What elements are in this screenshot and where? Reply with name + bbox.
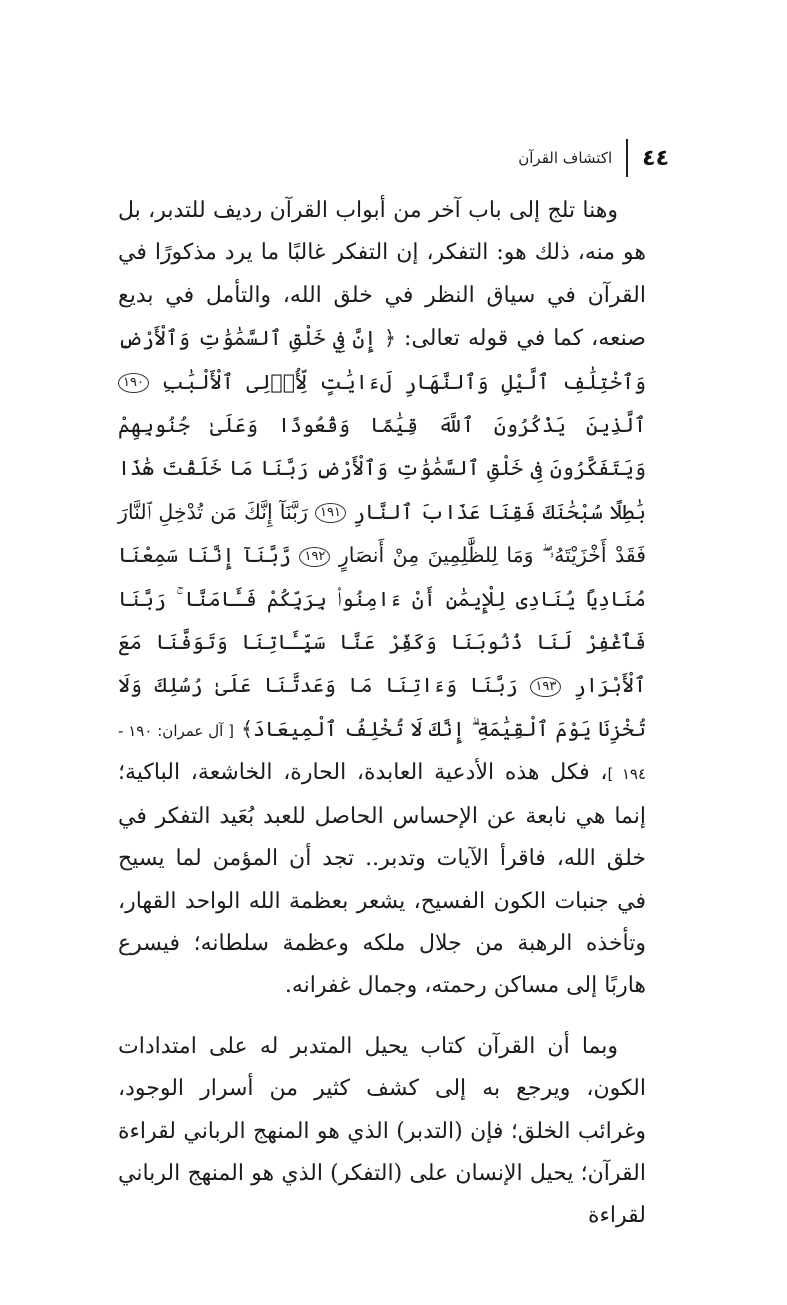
paragraph-1 bbox=[118, 190, 646, 1008]
book-title: اكتشاف القرآن bbox=[518, 149, 613, 167]
verse-close-bracket: ﴾ bbox=[241, 716, 254, 741]
body-text bbox=[118, 190, 646, 1238]
verse-191: ٱلَّذِينَ يَذْكُرُونَ ٱللَّهَ قِيَٰمًا وَقُعُودًا وَعَلَىٰ جُنُوبِهِمْ وَيَتَفَكَّرُونَ فِى خَلْقِ ٱلسَّمَٰوَٰتِ وَٱلْأَرْضِ رَبَّنَا مَا خَلَقْتَ هَٰذَا بَٰطِلًا سُبْحَٰنَكَ فَقِنَا عَذَابَ ٱلنَّارِ bbox=[118, 413, 646, 524]
ayah-marker-193: ١٩٣ bbox=[530, 677, 561, 697]
page-number: ٤٤ bbox=[642, 145, 669, 171]
header-divider bbox=[626, 139, 628, 177]
quran-verses bbox=[118, 326, 646, 741]
paragraph-2-text: وبما أن القرآن كتاب يحيل المتدبر له على امتدادات الكون، ويرجع به إلى كشف كثير من أسرار الوجود، وغرائب الخلق؛ فإن (التدبر) الذي هو المنهج الرباني لقراءة القرآن؛ يحيل الإنسان على (التفكر) الذي هو المنهج الرباني لقراءة bbox=[118, 1033, 646, 1229]
paragraph-gap bbox=[118, 1008, 646, 1026]
running-header bbox=[518, 140, 669, 176]
verse-190: إِنَّ فِي خَلْقِ ٱلسَّمَٰوَٰتِ وَٱلْأَرْضِ وَٱخْتِلَٰفِ ٱلَّيْلِ وَٱلنَّهَارِ لَءَايَٰتٍ لِّأُو۟لِى ٱلْأَلْبَٰبِ bbox=[118, 326, 646, 394]
verse-194: رَبَّنَا وَءَاتِنَا مَا وَعَدتَّنَا عَلَىٰ رُسُلِكَ وَلَا تُخْزِنَا يَوْمَ ٱلْقِيَٰمَةِ ۗ إِنَّكَ لَا تُخْلِفُ ٱلْمِيعَادَ bbox=[118, 673, 646, 741]
verse-192: رَبَّنَآ إِنَّكَ مَن تُدْخِلِ ٱلنَّارَ فَقَدْ أَخْزَيْتَهُۥ ۖ وَمَا لِلظَّٰلِمِينَ مِنْ أَنصَارٍ bbox=[118, 499, 646, 568]
paragraph-1-intro: وهنا تلج إلى باب آخر من أبواب القرآن رديف للتدبر، بل هو منه، ذلك هو: التفكر، إن التفكر غالبًا ما يرد مذكورًا في القرآن في سياق النظر في خلق الله، والتأمل في بديع صنعه، كما في قوله تعالى: bbox=[118, 198, 646, 352]
verse-193: رَّبَّنَآ إِنَّنَا سَمِعْنَا مُنَادِيًا يُنَادِى لِلْإِيمَٰنِ أَنْ ءَامِنُوا۟ بِرَبِّكُمْ فَـَٔامَنَّا ۚ رَبَّنَا فَٱغْفِرْ لَنَا ذُنُوبَنَا وَكَفِّرْ عَنَّا سَيِّـَٔاتِنَا وَتَوَفَّنَا مَعَ ٱلْأَبْرَارِ bbox=[118, 543, 646, 698]
verse-citation: [ آل عمران: ١٩٠ - ١٩٤ ] bbox=[118, 721, 646, 784]
ayah-marker-192: ١٩٢ bbox=[299, 547, 330, 567]
ayah-marker-190: ١٩٠ bbox=[118, 373, 149, 393]
ayah-marker-191: ١٩١ bbox=[315, 503, 346, 523]
paragraph-2 bbox=[118, 1026, 646, 1238]
verse-open-bracket: ﴿ bbox=[383, 326, 396, 351]
paragraph-1-outro: ، فكل هذه الأدعية العابدة، الحارة، الخاشعة، الباكية؛ إنما هي نابعة عن الإحساس الحاصل للعبد بُعَيد التفكر في خلق الله، فاقرأ الآيات وتدبر.. تجد أن المؤمن لما يسيح في جنبات الكون الفسيح، يشعر بعظمة الله الواحد القهار، وتأخذه الرهبة من جلال ملكه وعظمة سلطانه؛ فيسرع هاربًا إلى مساكن رحمته، وجمال غفرانه. bbox=[118, 760, 646, 999]
